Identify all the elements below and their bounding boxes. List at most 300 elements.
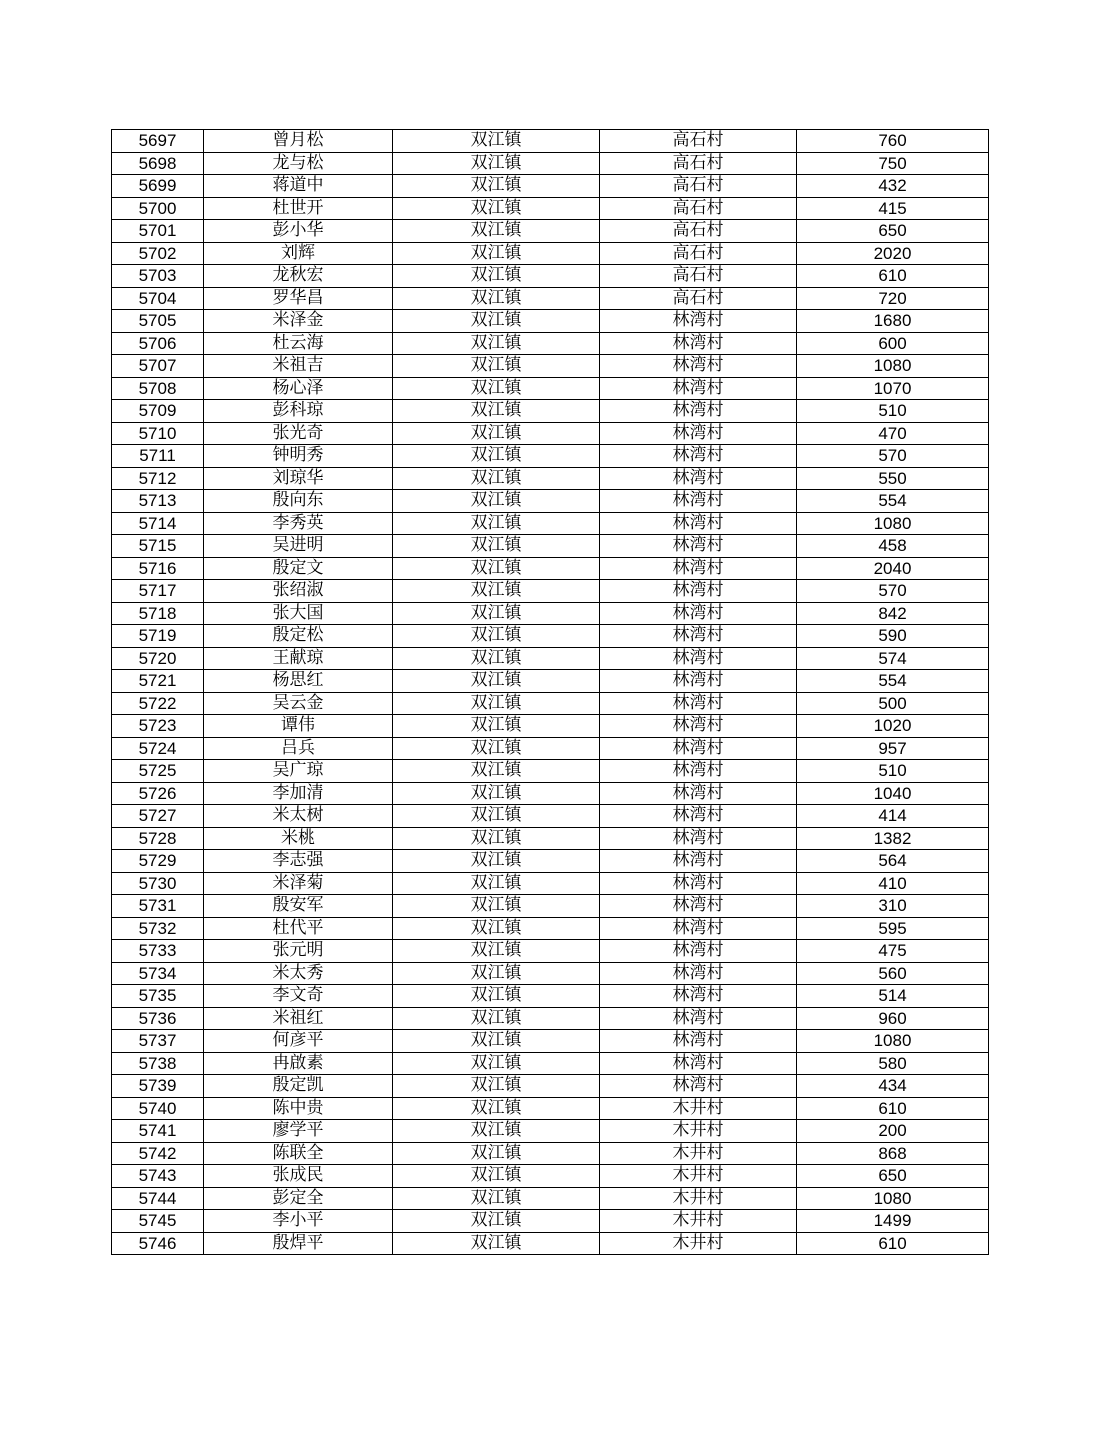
cell-village: 林湾村: [600, 827, 797, 850]
table-row: [112, 805, 989, 828]
cell-town: 双江镇: [393, 377, 600, 400]
cell-person-name: 曾月松: [204, 130, 393, 153]
cell-person-name: 吴广琼: [204, 760, 393, 783]
cell-amount: 760: [797, 130, 989, 153]
cell-town: 双江镇: [393, 220, 600, 243]
cell-person-name: 刘琼华: [204, 467, 393, 490]
cell-serial-number: 5713: [112, 490, 204, 513]
cell-serial-number: 5721: [112, 670, 204, 693]
cell-amount: 1020: [797, 715, 989, 738]
cell-person-name: 冉啟素: [204, 1052, 393, 1075]
cell-person-name: 李志强: [204, 850, 393, 873]
cell-serial-number: 5716: [112, 557, 204, 580]
cell-serial-number: 5735: [112, 985, 204, 1008]
table-row: [112, 220, 989, 243]
cell-person-name: 何彦平: [204, 1030, 393, 1053]
cell-serial-number: 5741: [112, 1120, 204, 1143]
cell-village: 林湾村: [600, 850, 797, 873]
cell-person-name: 罗华昌: [204, 287, 393, 310]
document-page: [111, 129, 988, 1255]
cell-amount: 650: [797, 1165, 989, 1188]
cell-amount: 1070: [797, 377, 989, 400]
cell-village: 林湾村: [600, 310, 797, 333]
cell-amount: 564: [797, 850, 989, 873]
cell-serial-number: 5714: [112, 512, 204, 535]
cell-town: 双江镇: [393, 692, 600, 715]
cell-amount: 554: [797, 670, 989, 693]
cell-person-name: 张光奇: [204, 422, 393, 445]
cell-serial-number: 5730: [112, 872, 204, 895]
cell-person-name: 张绍淑: [204, 580, 393, 603]
cell-person-name: 龙秋宏: [204, 265, 393, 288]
cell-person-name: 米祖红: [204, 1007, 393, 1030]
table-row: [112, 400, 989, 423]
cell-village: 高石村: [600, 265, 797, 288]
cell-village: 林湾村: [600, 625, 797, 648]
table-row: [112, 445, 989, 468]
table-row: [112, 1142, 989, 1165]
cell-amount: 458: [797, 535, 989, 558]
cell-village: 林湾村: [600, 647, 797, 670]
cell-amount: 610: [797, 1097, 989, 1120]
cell-town: 双江镇: [393, 287, 600, 310]
cell-village: 林湾村: [600, 805, 797, 828]
cell-village: 林湾村: [600, 985, 797, 1008]
cell-village: 林湾村: [600, 1030, 797, 1053]
cell-person-name: 米太秀: [204, 962, 393, 985]
cell-serial-number: 5740: [112, 1097, 204, 1120]
cell-village: 林湾村: [600, 940, 797, 963]
cell-person-name: 张成民: [204, 1165, 393, 1188]
cell-town: 双江镇: [393, 557, 600, 580]
cell-serial-number: 5738: [112, 1052, 204, 1075]
table-row: [112, 647, 989, 670]
cell-village: 木井村: [600, 1187, 797, 1210]
cell-person-name: 米祖吉: [204, 355, 393, 378]
cell-serial-number: 5719: [112, 625, 204, 648]
cell-serial-number: 5699: [112, 175, 204, 198]
cell-town: 双江镇: [393, 1030, 600, 1053]
table-row: [112, 782, 989, 805]
cell-serial-number: 5731: [112, 895, 204, 918]
table-row: [112, 1165, 989, 1188]
cell-person-name: 米泽菊: [204, 872, 393, 895]
cell-amount: 475: [797, 940, 989, 963]
cell-town: 双江镇: [393, 265, 600, 288]
cell-town: 双江镇: [393, 197, 600, 220]
cell-village: 高石村: [600, 287, 797, 310]
cell-village: 林湾村: [600, 715, 797, 738]
cell-town: 双江镇: [393, 1007, 600, 1030]
cell-person-name: 陈联全: [204, 1142, 393, 1165]
cell-serial-number: 5736: [112, 1007, 204, 1030]
cell-person-name: 杨思红: [204, 670, 393, 693]
cell-amount: 200: [797, 1120, 989, 1143]
cell-village: 林湾村: [600, 332, 797, 355]
table-row: [112, 512, 989, 535]
cell-person-name: 龙与松: [204, 152, 393, 175]
table-row: [112, 985, 989, 1008]
cell-serial-number: 5703: [112, 265, 204, 288]
cell-amount: 415: [797, 197, 989, 220]
cell-town: 双江镇: [393, 152, 600, 175]
cell-town: 双江镇: [393, 760, 600, 783]
cell-village: 林湾村: [600, 355, 797, 378]
cell-town: 双江镇: [393, 962, 600, 985]
cell-amount: 957: [797, 737, 989, 760]
cell-serial-number: 5737: [112, 1030, 204, 1053]
cell-village: 木井村: [600, 1142, 797, 1165]
cell-village: 木井村: [600, 1165, 797, 1188]
cell-town: 双江镇: [393, 130, 600, 153]
table-row: [112, 895, 989, 918]
cell-person-name: 张大国: [204, 602, 393, 625]
table-row: [112, 1232, 989, 1255]
table-row: [112, 242, 989, 265]
table-row: [112, 940, 989, 963]
cell-town: 双江镇: [393, 580, 600, 603]
cell-town: 双江镇: [393, 175, 600, 198]
table-row: [112, 377, 989, 400]
cell-serial-number: 5742: [112, 1142, 204, 1165]
table-row: [112, 1097, 989, 1120]
table-row: [112, 602, 989, 625]
cell-town: 双江镇: [393, 1097, 600, 1120]
cell-serial-number: 5710: [112, 422, 204, 445]
data-table: [111, 129, 989, 1255]
cell-amount: 868: [797, 1142, 989, 1165]
cell-village: 高石村: [600, 152, 797, 175]
cell-amount: 1680: [797, 310, 989, 333]
table-row: [112, 355, 989, 378]
cell-serial-number: 5745: [112, 1210, 204, 1233]
table-row: [112, 1120, 989, 1143]
cell-person-name: 殷向东: [204, 490, 393, 513]
cell-person-name: 钟明秀: [204, 445, 393, 468]
table-row: [112, 625, 989, 648]
cell-village: 林湾村: [600, 1075, 797, 1098]
cell-amount: 554: [797, 490, 989, 513]
table-row: [112, 287, 989, 310]
cell-town: 双江镇: [393, 805, 600, 828]
cell-village: 林湾村: [600, 557, 797, 580]
cell-serial-number: 5727: [112, 805, 204, 828]
table-body: [112, 130, 989, 1255]
table-row: [112, 670, 989, 693]
cell-village: 林湾村: [600, 512, 797, 535]
table-row: [112, 962, 989, 985]
cell-serial-number: 5739: [112, 1075, 204, 1098]
cell-amount: 570: [797, 580, 989, 603]
cell-town: 双江镇: [393, 940, 600, 963]
cell-amount: 434: [797, 1075, 989, 1098]
cell-village: 林湾村: [600, 962, 797, 985]
cell-amount: 510: [797, 760, 989, 783]
cell-town: 双江镇: [393, 670, 600, 693]
cell-amount: 1080: [797, 1187, 989, 1210]
cell-serial-number: 5722: [112, 692, 204, 715]
cell-serial-number: 5732: [112, 917, 204, 940]
cell-serial-number: 5725: [112, 760, 204, 783]
cell-town: 双江镇: [393, 332, 600, 355]
cell-amount: 414: [797, 805, 989, 828]
cell-serial-number: 5712: [112, 467, 204, 490]
table-row: [112, 332, 989, 355]
cell-town: 双江镇: [393, 1165, 600, 1188]
cell-amount: 1080: [797, 355, 989, 378]
table-row: [112, 872, 989, 895]
cell-town: 双江镇: [393, 1210, 600, 1233]
cell-town: 双江镇: [393, 827, 600, 850]
cell-person-name: 米太树: [204, 805, 393, 828]
cell-village: 林湾村: [600, 1007, 797, 1030]
cell-town: 双江镇: [393, 1075, 600, 1098]
table-row: [112, 1052, 989, 1075]
cell-person-name: 刘辉: [204, 242, 393, 265]
cell-amount: 574: [797, 647, 989, 670]
table-row: [112, 827, 989, 850]
cell-person-name: 米泽金: [204, 310, 393, 333]
cell-serial-number: 5720: [112, 647, 204, 670]
cell-town: 双江镇: [393, 445, 600, 468]
cell-town: 双江镇: [393, 1052, 600, 1075]
cell-amount: 842: [797, 602, 989, 625]
cell-town: 双江镇: [393, 1120, 600, 1143]
cell-town: 双江镇: [393, 602, 600, 625]
cell-village: 高石村: [600, 175, 797, 198]
cell-person-name: 李文奇: [204, 985, 393, 1008]
cell-serial-number: 5733: [112, 940, 204, 963]
table-row: [112, 850, 989, 873]
cell-village: 林湾村: [600, 490, 797, 513]
cell-amount: 2020: [797, 242, 989, 265]
cell-serial-number: 5709: [112, 400, 204, 423]
cell-person-name: 谭伟: [204, 715, 393, 738]
cell-person-name: 吴云金: [204, 692, 393, 715]
cell-amount: 750: [797, 152, 989, 175]
cell-town: 双江镇: [393, 310, 600, 333]
cell-town: 双江镇: [393, 1232, 600, 1255]
cell-serial-number: 5729: [112, 850, 204, 873]
cell-village: 林湾村: [600, 692, 797, 715]
cell-amount: 1080: [797, 1030, 989, 1053]
cell-amount: 500: [797, 692, 989, 715]
cell-serial-number: 5726: [112, 782, 204, 805]
cell-village: 林湾村: [600, 895, 797, 918]
cell-amount: 470: [797, 422, 989, 445]
cell-serial-number: 5734: [112, 962, 204, 985]
cell-serial-number: 5701: [112, 220, 204, 243]
table-row: [112, 265, 989, 288]
cell-village: 林湾村: [600, 602, 797, 625]
cell-serial-number: 5708: [112, 377, 204, 400]
table-row: [112, 1075, 989, 1098]
cell-town: 双江镇: [393, 647, 600, 670]
cell-person-name: 杜代平: [204, 917, 393, 940]
cell-town: 双江镇: [393, 872, 600, 895]
cell-serial-number: 5707: [112, 355, 204, 378]
cell-person-name: 彭小华: [204, 220, 393, 243]
cell-person-name: 米桃: [204, 827, 393, 850]
cell-person-name: 彭科琼: [204, 400, 393, 423]
cell-amount: 610: [797, 265, 989, 288]
cell-serial-number: 5706: [112, 332, 204, 355]
cell-serial-number: 5705: [112, 310, 204, 333]
cell-amount: 960: [797, 1007, 989, 1030]
cell-amount: 600: [797, 332, 989, 355]
table-row: [112, 557, 989, 580]
cell-person-name: 李小平: [204, 1210, 393, 1233]
cell-town: 双江镇: [393, 490, 600, 513]
cell-serial-number: 5697: [112, 130, 204, 153]
cell-amount: 560: [797, 962, 989, 985]
cell-town: 双江镇: [393, 715, 600, 738]
cell-serial-number: 5718: [112, 602, 204, 625]
cell-serial-number: 5723: [112, 715, 204, 738]
cell-amount: 1499: [797, 1210, 989, 1233]
cell-amount: 410: [797, 872, 989, 895]
cell-person-name: 吕兵: [204, 737, 393, 760]
cell-village: 林湾村: [600, 1052, 797, 1075]
table-row: [112, 692, 989, 715]
cell-person-name: 李加清: [204, 782, 393, 805]
cell-person-name: 殷定凯: [204, 1075, 393, 1098]
table-row: [112, 580, 989, 603]
table-row: [112, 490, 989, 513]
table-row: [112, 467, 989, 490]
cell-village: 林湾村: [600, 872, 797, 895]
cell-amount: 1080: [797, 512, 989, 535]
cell-serial-number: 5700: [112, 197, 204, 220]
table-row: [112, 197, 989, 220]
cell-village: 林湾村: [600, 737, 797, 760]
cell-person-name: 张元明: [204, 940, 393, 963]
cell-town: 双江镇: [393, 737, 600, 760]
cell-town: 双江镇: [393, 1142, 600, 1165]
cell-town: 双江镇: [393, 422, 600, 445]
cell-person-name: 殷焊平: [204, 1232, 393, 1255]
cell-amount: 550: [797, 467, 989, 490]
cell-amount: 580: [797, 1052, 989, 1075]
table-row: [112, 917, 989, 940]
cell-village: 木井村: [600, 1232, 797, 1255]
cell-village: 林湾村: [600, 445, 797, 468]
table-row: [112, 535, 989, 558]
cell-village: 林湾村: [600, 917, 797, 940]
cell-serial-number: 5711: [112, 445, 204, 468]
cell-amount: 650: [797, 220, 989, 243]
cell-village: 林湾村: [600, 580, 797, 603]
cell-village: 高石村: [600, 220, 797, 243]
table-row: [112, 130, 989, 153]
table-row: [112, 1007, 989, 1030]
cell-village: 林湾村: [600, 535, 797, 558]
cell-amount: 514: [797, 985, 989, 1008]
cell-village: 木井村: [600, 1120, 797, 1143]
table-row: [112, 175, 989, 198]
cell-village: 高石村: [600, 242, 797, 265]
table-row: [112, 737, 989, 760]
cell-person-name: 李秀英: [204, 512, 393, 535]
cell-town: 双江镇: [393, 467, 600, 490]
cell-town: 双江镇: [393, 400, 600, 423]
table-row: [112, 760, 989, 783]
cell-village: 林湾村: [600, 782, 797, 805]
cell-amount: 720: [797, 287, 989, 310]
cell-town: 双江镇: [393, 535, 600, 558]
cell-village: 高石村: [600, 130, 797, 153]
table-row: [112, 422, 989, 445]
cell-town: 双江镇: [393, 242, 600, 265]
cell-town: 双江镇: [393, 625, 600, 648]
table-row: [112, 1030, 989, 1053]
cell-town: 双江镇: [393, 782, 600, 805]
cell-person-name: 殷定文: [204, 557, 393, 580]
cell-amount: 1040: [797, 782, 989, 805]
cell-amount: 570: [797, 445, 989, 468]
cell-village: 木井村: [600, 1210, 797, 1233]
table-row: [112, 1210, 989, 1233]
cell-town: 双江镇: [393, 895, 600, 918]
cell-amount: 510: [797, 400, 989, 423]
cell-village: 木井村: [600, 1097, 797, 1120]
cell-village: 林湾村: [600, 422, 797, 445]
cell-amount: 610: [797, 1232, 989, 1255]
cell-village: 林湾村: [600, 377, 797, 400]
cell-serial-number: 5715: [112, 535, 204, 558]
cell-serial-number: 5704: [112, 287, 204, 310]
cell-amount: 595: [797, 917, 989, 940]
cell-village: 林湾村: [600, 467, 797, 490]
cell-village: 林湾村: [600, 760, 797, 783]
cell-person-name: 殷定松: [204, 625, 393, 648]
cell-town: 双江镇: [393, 1187, 600, 1210]
cell-person-name: 彭定全: [204, 1187, 393, 1210]
cell-town: 双江镇: [393, 850, 600, 873]
cell-person-name: 蒋道中: [204, 175, 393, 198]
table-row: [112, 152, 989, 175]
cell-person-name: 殷安军: [204, 895, 393, 918]
cell-serial-number: 5724: [112, 737, 204, 760]
cell-village: 林湾村: [600, 670, 797, 693]
cell-amount: 432: [797, 175, 989, 198]
cell-person-name: 杜云海: [204, 332, 393, 355]
cell-amount: 1382: [797, 827, 989, 850]
cell-town: 双江镇: [393, 512, 600, 535]
cell-person-name: 吴进明: [204, 535, 393, 558]
cell-serial-number: 5702: [112, 242, 204, 265]
table-row: [112, 715, 989, 738]
cell-amount: 2040: [797, 557, 989, 580]
cell-person-name: 陈中贵: [204, 1097, 393, 1120]
table-row: [112, 1187, 989, 1210]
cell-village: 高石村: [600, 197, 797, 220]
cell-serial-number: 5746: [112, 1232, 204, 1255]
cell-person-name: 王献琼: [204, 647, 393, 670]
cell-amount: 310: [797, 895, 989, 918]
cell-town: 双江镇: [393, 917, 600, 940]
cell-serial-number: 5728: [112, 827, 204, 850]
cell-village: 林湾村: [600, 400, 797, 423]
cell-person-name: 杨心泽: [204, 377, 393, 400]
cell-serial-number: 5743: [112, 1165, 204, 1188]
cell-town: 双江镇: [393, 355, 600, 378]
cell-person-name: 杜世开: [204, 197, 393, 220]
cell-town: 双江镇: [393, 985, 600, 1008]
cell-amount: 590: [797, 625, 989, 648]
cell-serial-number: 5717: [112, 580, 204, 603]
cell-serial-number: 5698: [112, 152, 204, 175]
